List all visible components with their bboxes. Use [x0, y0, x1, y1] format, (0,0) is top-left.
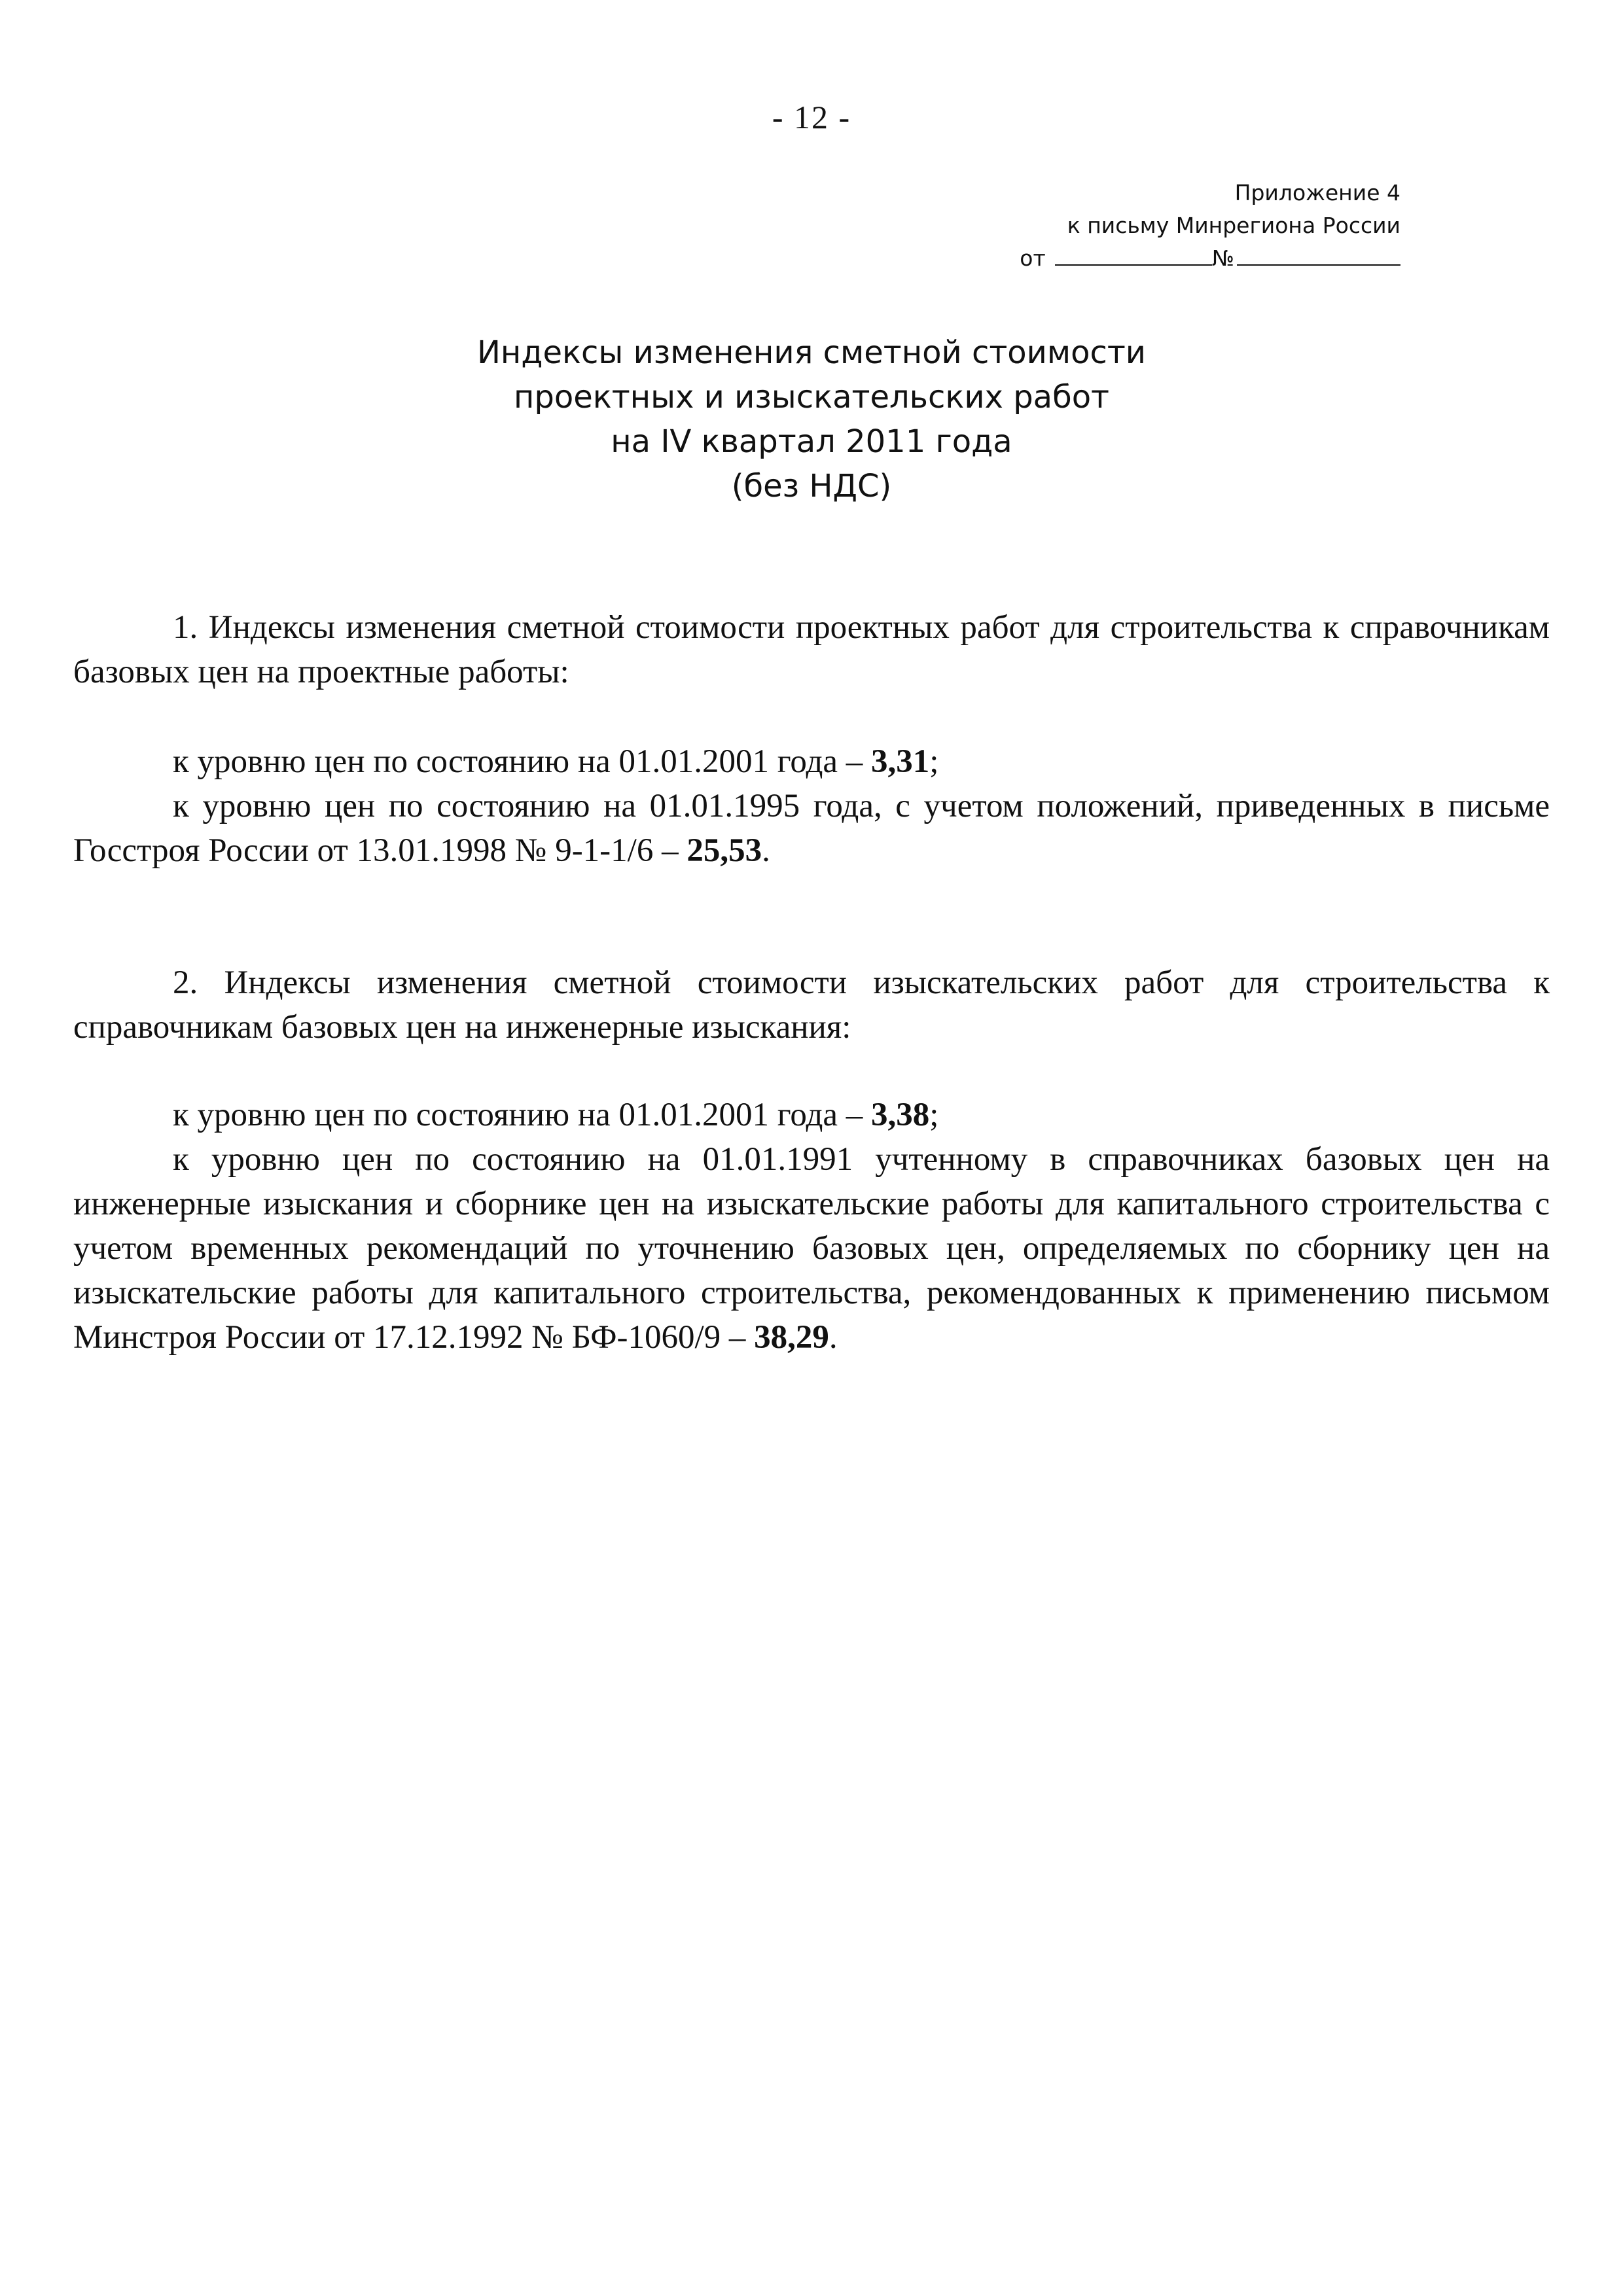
section-1-item-1-value: 3,31	[871, 743, 930, 780]
section-2-item-1-text: к уровню цен по состоянию на 01.01.2001 года –	[173, 1097, 872, 1133]
section-2-item-2	[73, 1137, 1550, 1360]
section-1-item-1	[73, 739, 1550, 784]
title-line-2: проектных и изыскательских работ	[513, 379, 1110, 415]
section-2-items	[73, 1093, 1550, 1360]
section-1-item-1-end: ;	[929, 743, 939, 780]
section-2-item-2-text: к уровню цен по состоянию на 01.01.1991 учтенному в справочниках базовых цен на инженерные изыскания и сборнике цен на изыскательские работы для капитального строительства с учетом временных рекомендаций по уточнению базовых цен, определяемых по сборнику цен на изыскательские работы для капитального строительства, рекомендованных к применению письмом Минстроя России от 17.12.1992 № БФ-1060/9 –	[73, 1141, 1550, 1356]
section-1-item-1-text: к уровню цен по состоянию на 01.01.2001 года –	[173, 743, 872, 780]
section-2-item-2-end: .	[829, 1319, 838, 1356]
section-1-heading-block	[73, 605, 1550, 694]
section-1-item-2-value: 25,53	[687, 832, 762, 869]
section-2-heading-block	[73, 961, 1550, 1050]
document-title	[0, 330, 1623, 508]
number-blank	[1237, 242, 1400, 266]
date-blank	[1055, 242, 1212, 266]
page-number: - 12 -	[772, 99, 851, 135]
number-label: №	[1211, 245, 1234, 271]
section-1-item-2	[73, 784, 1550, 873]
attachment-header	[1020, 177, 1400, 275]
section-2-item-2-value: 38,29	[754, 1319, 829, 1356]
from-label: от	[1020, 245, 1046, 271]
section-1-item-2-end: .	[762, 832, 770, 869]
section-2-heading: 2. Индексы изменения сметной стоимости изыскательских работ для строительства к справочникам базовых цен на инженерные изыскания:	[73, 964, 1550, 1046]
title-line-1: Индексы изменения сметной стоимости	[477, 334, 1146, 371]
attachment-title: Приложение 4	[1234, 180, 1400, 205]
section-1-items	[73, 739, 1550, 873]
section-2-item-1	[73, 1093, 1550, 1137]
title-line-4: (без НДС)	[731, 468, 892, 504]
attachment-date-number-line	[1020, 242, 1400, 275]
section-1-heading: 1. Индексы изменения сметной стоимости проектных работ для строительства к справочникам базовых цен на проектные работы:	[73, 609, 1550, 690]
section-2-item-1-end: ;	[929, 1097, 939, 1133]
section-2-item-1-value: 3,38	[871, 1097, 930, 1133]
attachment-reference: к письму Минрегиона России	[1067, 213, 1400, 238]
title-line-3: на IV квартал 2011 года	[611, 423, 1012, 460]
section-1-item-2-text: к уровню цен по состоянию на 01.01.1995 года, с учетом положений, приведенных в письме Госстроя России от 13.01.1998 № 9-1-1/6 –	[73, 788, 1550, 869]
